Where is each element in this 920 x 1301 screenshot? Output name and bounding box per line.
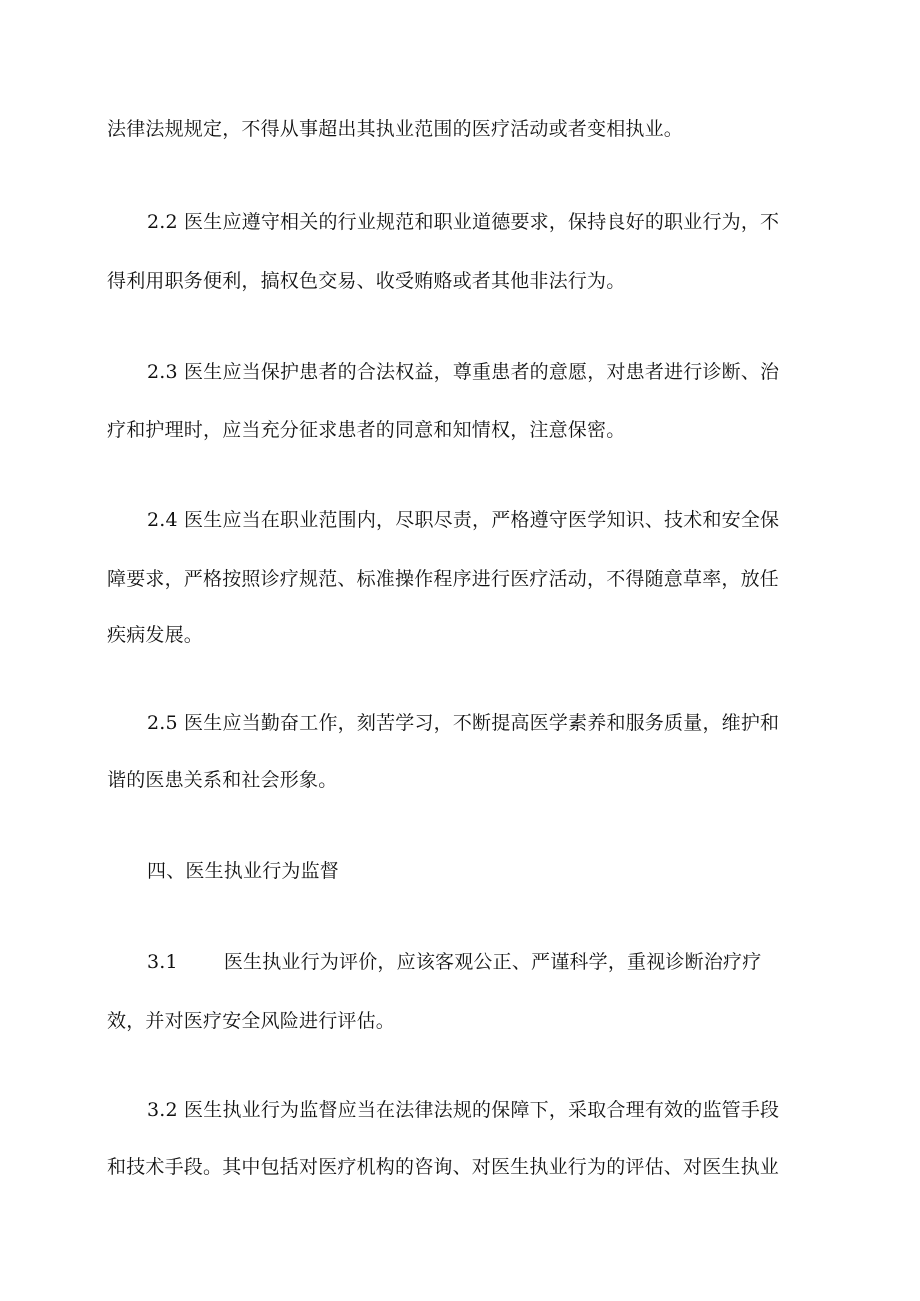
paragraph-2-2-line-1: 2.2 医生应遵守相关的行业规范和职业道德要求，保持良好的职业行为，不 [147, 211, 780, 233]
paragraph-2-3-line-2: 疗和护理时，应当充分征求患者的同意和知情权，注意保密。 [107, 419, 626, 441]
section-heading: 四、医生执业行为监督 [147, 860, 340, 882]
paragraph-3-2-line-2: 和技术手段。其中包括对医疗机构的咨询、对医生执业行为的评估、对医生执业 [107, 1156, 780, 1178]
paragraph-2-4-line-3: 疾病发展。 [107, 624, 204, 646]
paragraph-3-2-line-1: 3.2 医生执业行为监督应当在法律法规的保障下，采取合理有效的监管手段 [147, 1099, 780, 1121]
paragraph-2-2-line-2: 得利用职务便利，搞权色交易、收受贿赂或者其他非法行为。 [107, 270, 626, 292]
paragraph-3-1-number: 3.1 [147, 951, 178, 973]
paragraph-3-1-line-2: 效，并对医疗安全风险进行评估。 [107, 1010, 396, 1032]
paragraph-2-4-line-2: 障要求，严格按照诊疗规范、标准操作程序进行医疗活动，不得随意草率，放任 [107, 568, 780, 590]
paragraph-3-1-line-1 [0, 950, 920, 974]
paragraph-2-5-line-1: 2.5 医生应当勤奋工作，刻苦学习，不断提高医学素养和服务质量，维护和 [147, 712, 780, 734]
paragraph-2-3-line-1: 2.3 医生应当保护患者的合法权益，尊重患者的意愿，对患者进行诊断、治 [147, 361, 780, 383]
paragraph-2-1-continuation: 法律法规规定，不得从事超出其执业范围的医疗活动或者变相执业。 [107, 118, 684, 140]
paragraph-2-5-line-2: 谐的医患关系和社会形象。 [107, 769, 338, 791]
paragraph-3-1-text: 医生执业行为评价，应该客观公正、严谨科学，重视诊断治疗疗 [223, 951, 762, 973]
paragraph-2-4-line-1: 2.4 医生应当在职业范围内，尽职尽责，严格遵守医学知识、技术和安全保 [147, 509, 780, 531]
